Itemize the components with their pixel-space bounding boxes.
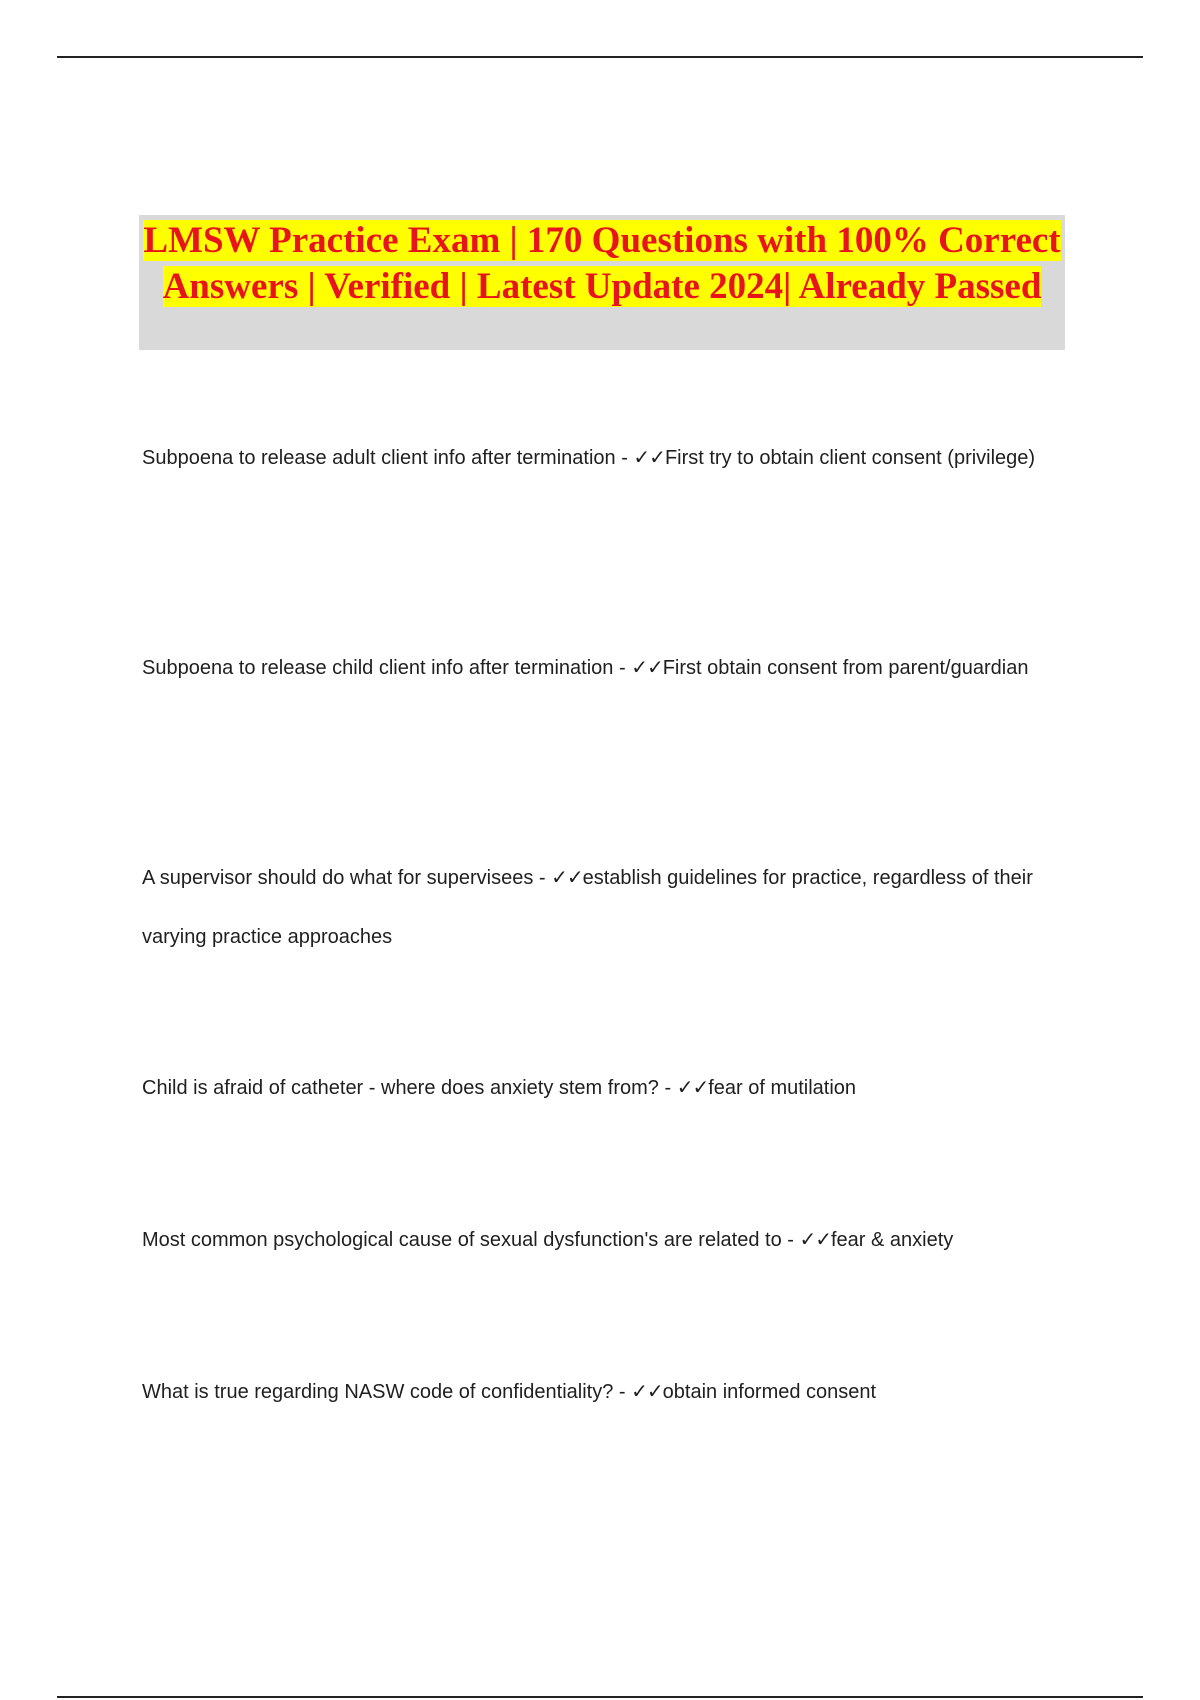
footer-rule	[57, 1696, 1143, 1698]
qa-item	[142, 638, 1072, 698]
separator: -	[658, 1077, 677, 1099]
double-check-icon: ✓✓	[631, 1379, 663, 1403]
answer-text: fear of mutilation	[708, 1077, 857, 1099]
answer-text: obtain informed consent	[662, 1381, 877, 1403]
qa-item	[142, 428, 1072, 488]
double-check-icon: ✓✓	[799, 1227, 831, 1251]
title-banner	[139, 215, 1065, 350]
answer-text: First obtain consent from parent/guardian	[662, 657, 1029, 679]
separator: -	[613, 657, 632, 679]
separator: -	[533, 867, 552, 889]
qa-item	[142, 1362, 1072, 1422]
double-check-icon: ✓✓	[676, 1075, 709, 1099]
question-text: What is true regarding NASW code of confidentiality?	[142, 1381, 614, 1403]
document-title: LMSW Practice Exam | 170 Questions with 100% Correct Answers | Verified | Latest Update 2024| Already Passed	[143, 220, 1061, 307]
answer-text: First try to obtain client consent (privilege)	[664, 447, 1036, 469]
header-rule	[57, 56, 1143, 58]
question-text: A supervisor should do what for supervisees	[142, 867, 534, 889]
question-text: Child is afraid of catheter - where does anxiety stem from?	[142, 1077, 659, 1099]
qa-item	[142, 848, 1072, 967]
answer-text: establish guidelines for practice, regardless of their varying practice approaches	[142, 867, 1033, 948]
double-check-icon: ✓✓	[631, 655, 663, 679]
double-check-icon: ✓✓	[633, 445, 665, 469]
qa-item	[142, 1058, 1072, 1118]
separator: -	[613, 1381, 632, 1403]
question-text: Subpoena to release adult client info after termination	[142, 447, 616, 469]
qa-item	[142, 1210, 1072, 1270]
question-text: Most common psychological cause of sexual dysfunction's are related to	[142, 1229, 782, 1251]
double-check-icon: ✓✓	[551, 865, 583, 889]
question-text: Subpoena to release child client info after termination	[142, 657, 614, 679]
separator: -	[781, 1229, 800, 1251]
answer-text: fear & anxiety	[831, 1229, 954, 1251]
separator: -	[615, 447, 634, 469]
